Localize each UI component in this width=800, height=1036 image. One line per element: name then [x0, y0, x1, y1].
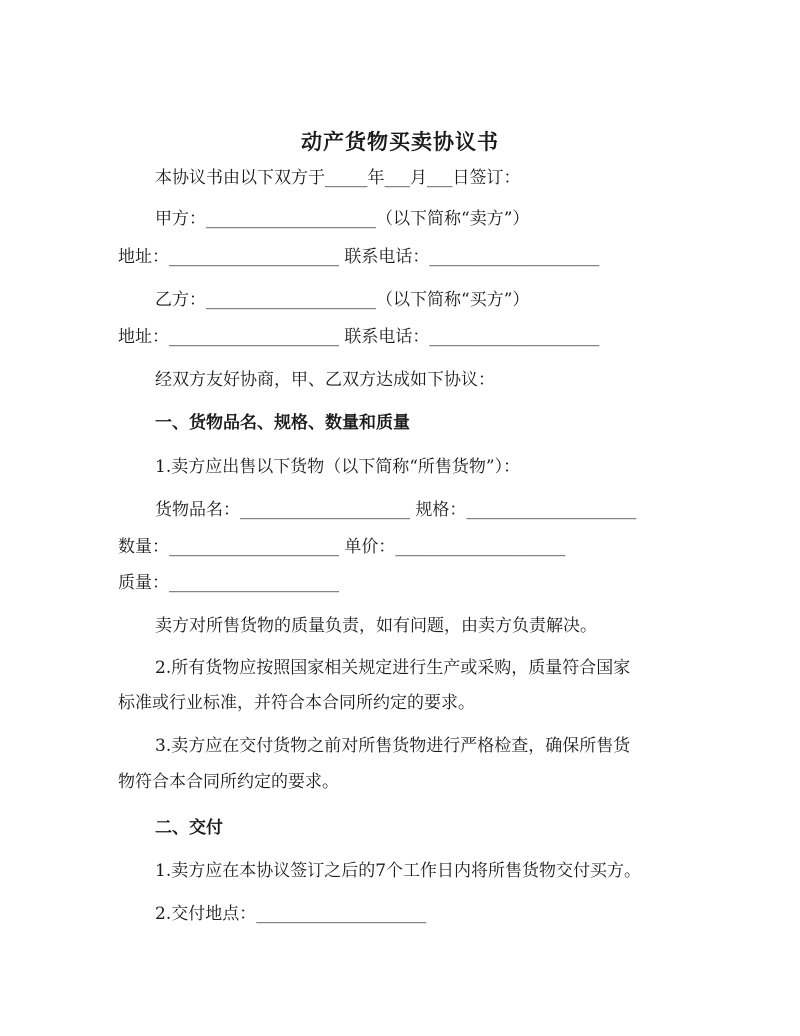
clause-3-line-1: 3.卖方应在交付货物之前对所售货物进行严格检查，确保所售货: [155, 736, 631, 756]
clause-goods-list: 1.卖方应出售以下货物（以下简称“所售货物”）：: [155, 457, 521, 477]
agreement-intro: 经双方友好协商，甲、乙双方达成如下协议：: [155, 370, 495, 390]
party-b-line: 乙方：____________________（以下简称“买方”）: [155, 290, 530, 310]
goods-name-spec: 货物品名：____________________ 规格：____________________: [155, 500, 637, 520]
document-title: 动产货物买卖协议书: [301, 129, 499, 154]
goods-quantity-price: 数量：____________________ 单价：____________________: [118, 537, 566, 557]
clause-quality-responsibility: 卖方对所售货物的质量负责，如有问题，由卖方负责解决。: [155, 616, 597, 636]
section-heading-delivery: 二、交付: [155, 818, 223, 838]
delivery-clause-1: 1.卖方应在本协议签订之后的7个工作日内将所售货物交付买方。: [155, 861, 642, 881]
party-a-address-phone: 地址：____________________ 联系电话：____________________: [118, 247, 600, 267]
goods-quality: 质量：____________________: [118, 573, 339, 593]
party-a-line: 甲方：____________________（以下简称“卖方”）: [155, 209, 530, 229]
clause-3-line-2: 物符合本合同所约定的要求。: [118, 772, 339, 792]
section-heading-goods: 一、货物品名、规格、数量和质量: [155, 413, 410, 433]
clause-2-line-2: 标准或行业标准，并符合本合同所约定的要求。: [118, 693, 475, 713]
delivery-clause-2: 2.交付地点：____________________: [155, 904, 427, 924]
party-b-address-phone: 地址：____________________ 联系电话：____________________: [118, 327, 600, 347]
clause-2-line-1: 2.所有货物应按照国家相关规定进行生产或采购，质量符合国家: [155, 658, 631, 678]
intro-signing-date: 本协议书由以下双方于_____年___月___日签订：: [155, 168, 521, 188]
